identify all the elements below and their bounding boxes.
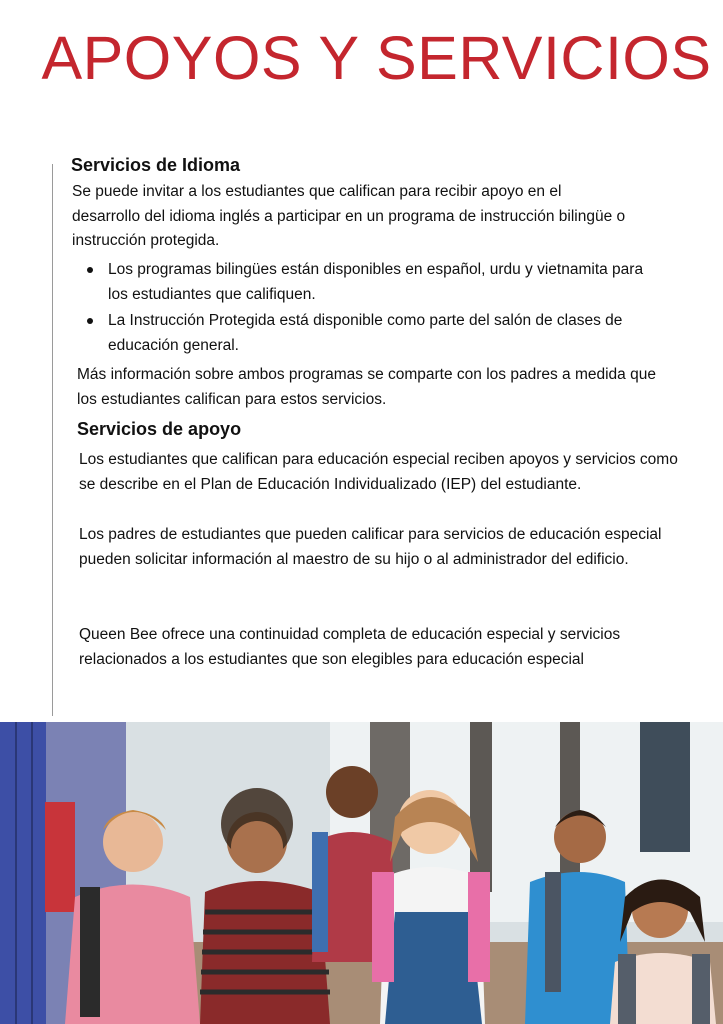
- bullet-icon: [87, 267, 93, 273]
- idioma-intro: Se puede invitar a los estudiantes que califican para recibir apoyo en el desarrollo del idioma inglés a participar en un programa de instrucción bilingüe o instrucción protegida.: [72, 183, 626, 249]
- children-running-photo: [0, 722, 723, 1024]
- vertical-divider: [52, 164, 53, 716]
- section-heading-idioma: Servicios de Idioma: [71, 155, 241, 175]
- apoyo-paragraph-3: Queen Bee ofrece una continuidad completa de educación especial y servicios relacionados a los estudiantes que son elegibles para educación especial: [79, 626, 621, 668]
- page-title: APOYOS Y SERVICIOS: [41, 24, 712, 92]
- section-heading-apoyo: Servicios de apoyo: [77, 419, 242, 439]
- list-item: [87, 258, 667, 307]
- bullet-text: Los programas bilingües están disponibles en español, urdu y vietnamita para los estudiantes que califiquen.: [108, 261, 644, 303]
- list-item: [87, 309, 667, 358]
- apoyo-paragraph-2: Los padres de estudiantes que pueden calificar para servicios de educación especial pueden solicitar información al maestro de su hijo o al administrador del edificio.: [79, 526, 662, 568]
- idioma-bullet-list: [87, 258, 667, 360]
- bullet-text: La Instrucción Protegida está disponible como parte del salón de clases de educación general.: [108, 312, 623, 354]
- idioma-closing: Más información sobre ambos programas se comparte con los padres a medida que los estudiantes califican para estos servicios.: [77, 366, 656, 408]
- bullet-icon: [87, 318, 93, 324]
- apoyo-paragraph-1: Los estudiantes que califican para educación especial reciben apoyos y servicios como se describe en el Plan de Educación Individualizado (IEP) del estudiante.: [79, 451, 678, 493]
